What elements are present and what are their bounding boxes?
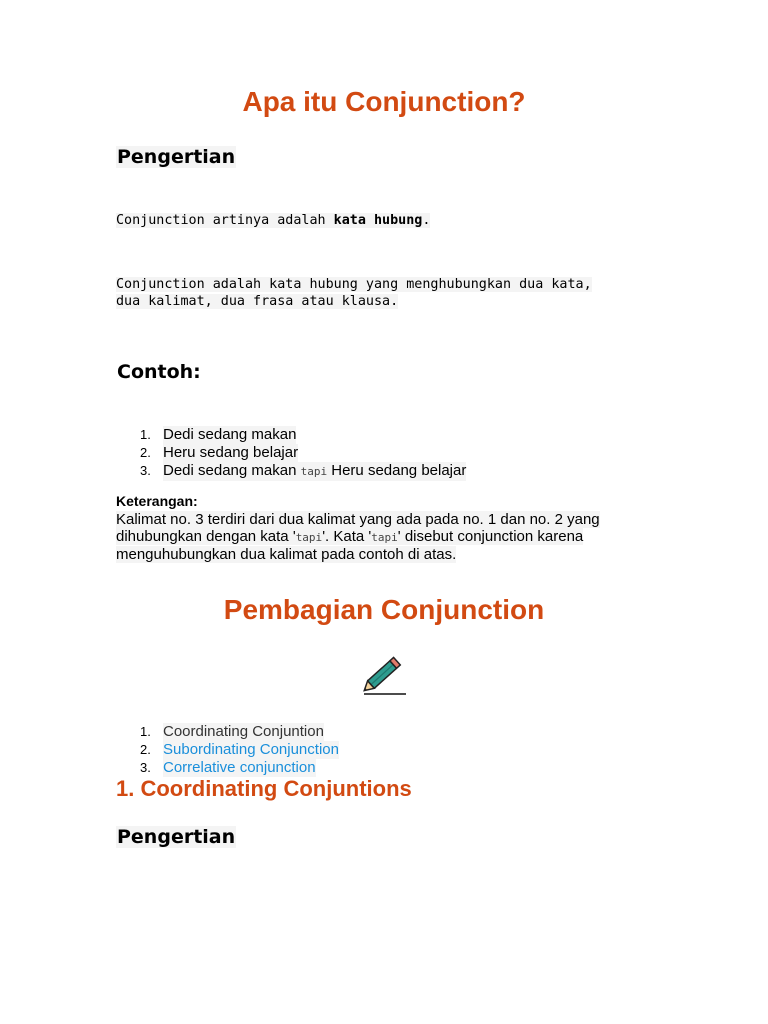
inline-code: tapi: [300, 465, 328, 478]
list-number: 2.: [140, 445, 151, 460]
list-text: Heru sedang belajar: [163, 444, 299, 461]
keterangan-body: [116, 511, 600, 563]
list-number: 3.: [140, 760, 151, 775]
list-number: 1.: [140, 427, 151, 442]
list-text: [163, 462, 466, 481]
correlative-link[interactable]: Correlative conjunction: [163, 759, 316, 776]
section-heading-pengertian: Pengertian: [117, 146, 236, 168]
definition-long: [116, 276, 592, 310]
list-number: 3.: [140, 463, 151, 478]
keterangan-text: dihubungkan dengan kata ': [116, 528, 296, 545]
page-title: Apa itu Conjunction?: [242, 86, 526, 117]
keterangan-line-3: menguhubungkan dua kalimat pada contoh di atas.: [116, 546, 457, 563]
list-number: 2.: [140, 742, 151, 757]
keterangan-text: ' disebut conjunction karena: [397, 528, 584, 545]
definition-line-2: dua kalimat, dua frasa atau klausa.: [116, 294, 399, 309]
subordinating-link[interactable]: Subordinating Conjunction: [163, 741, 339, 758]
keterangan-label: Keterangan:: [116, 493, 198, 509]
definition-prefix: Conjunction artinya adalah: [116, 213, 334, 228]
section-title-coordinating: 1. Coordinating Conjuntions: [116, 776, 412, 801]
section-title-pembagian: Pembagian Conjunction: [223, 594, 545, 625]
list-text-after: Heru sedang belajar: [327, 462, 467, 479]
definition-line-1: Conjunction adalah kata hubung yang menghubungkan dua kata,: [116, 277, 592, 292]
definition-short: [116, 212, 430, 229]
list-number: 1.: [140, 724, 151, 739]
list-text: Dedi sedang makan: [163, 426, 297, 443]
inline-code: tapi: [295, 531, 323, 544]
list-text: Coordinating Conjuntion: [163, 723, 324, 740]
definition-bold: kata hubung: [333, 213, 423, 228]
keterangan-line-2: [116, 528, 583, 545]
keterangan-text: '. Kata ': [322, 528, 372, 545]
definition-suffix: .: [422, 213, 431, 228]
keterangan-line-1: Kalimat no. 3 terdiri dari dua kalimat yang ada pada no. 1 dan no. 2 yang: [116, 511, 600, 528]
list-text-before: Dedi sedang makan: [163, 462, 301, 479]
inline-code: tapi: [371, 531, 398, 544]
section-heading-contoh: Contoh:: [117, 361, 201, 383]
pencil-icon: [360, 654, 408, 698]
section-heading-pengertian-2: Pengertian: [117, 826, 236, 848]
